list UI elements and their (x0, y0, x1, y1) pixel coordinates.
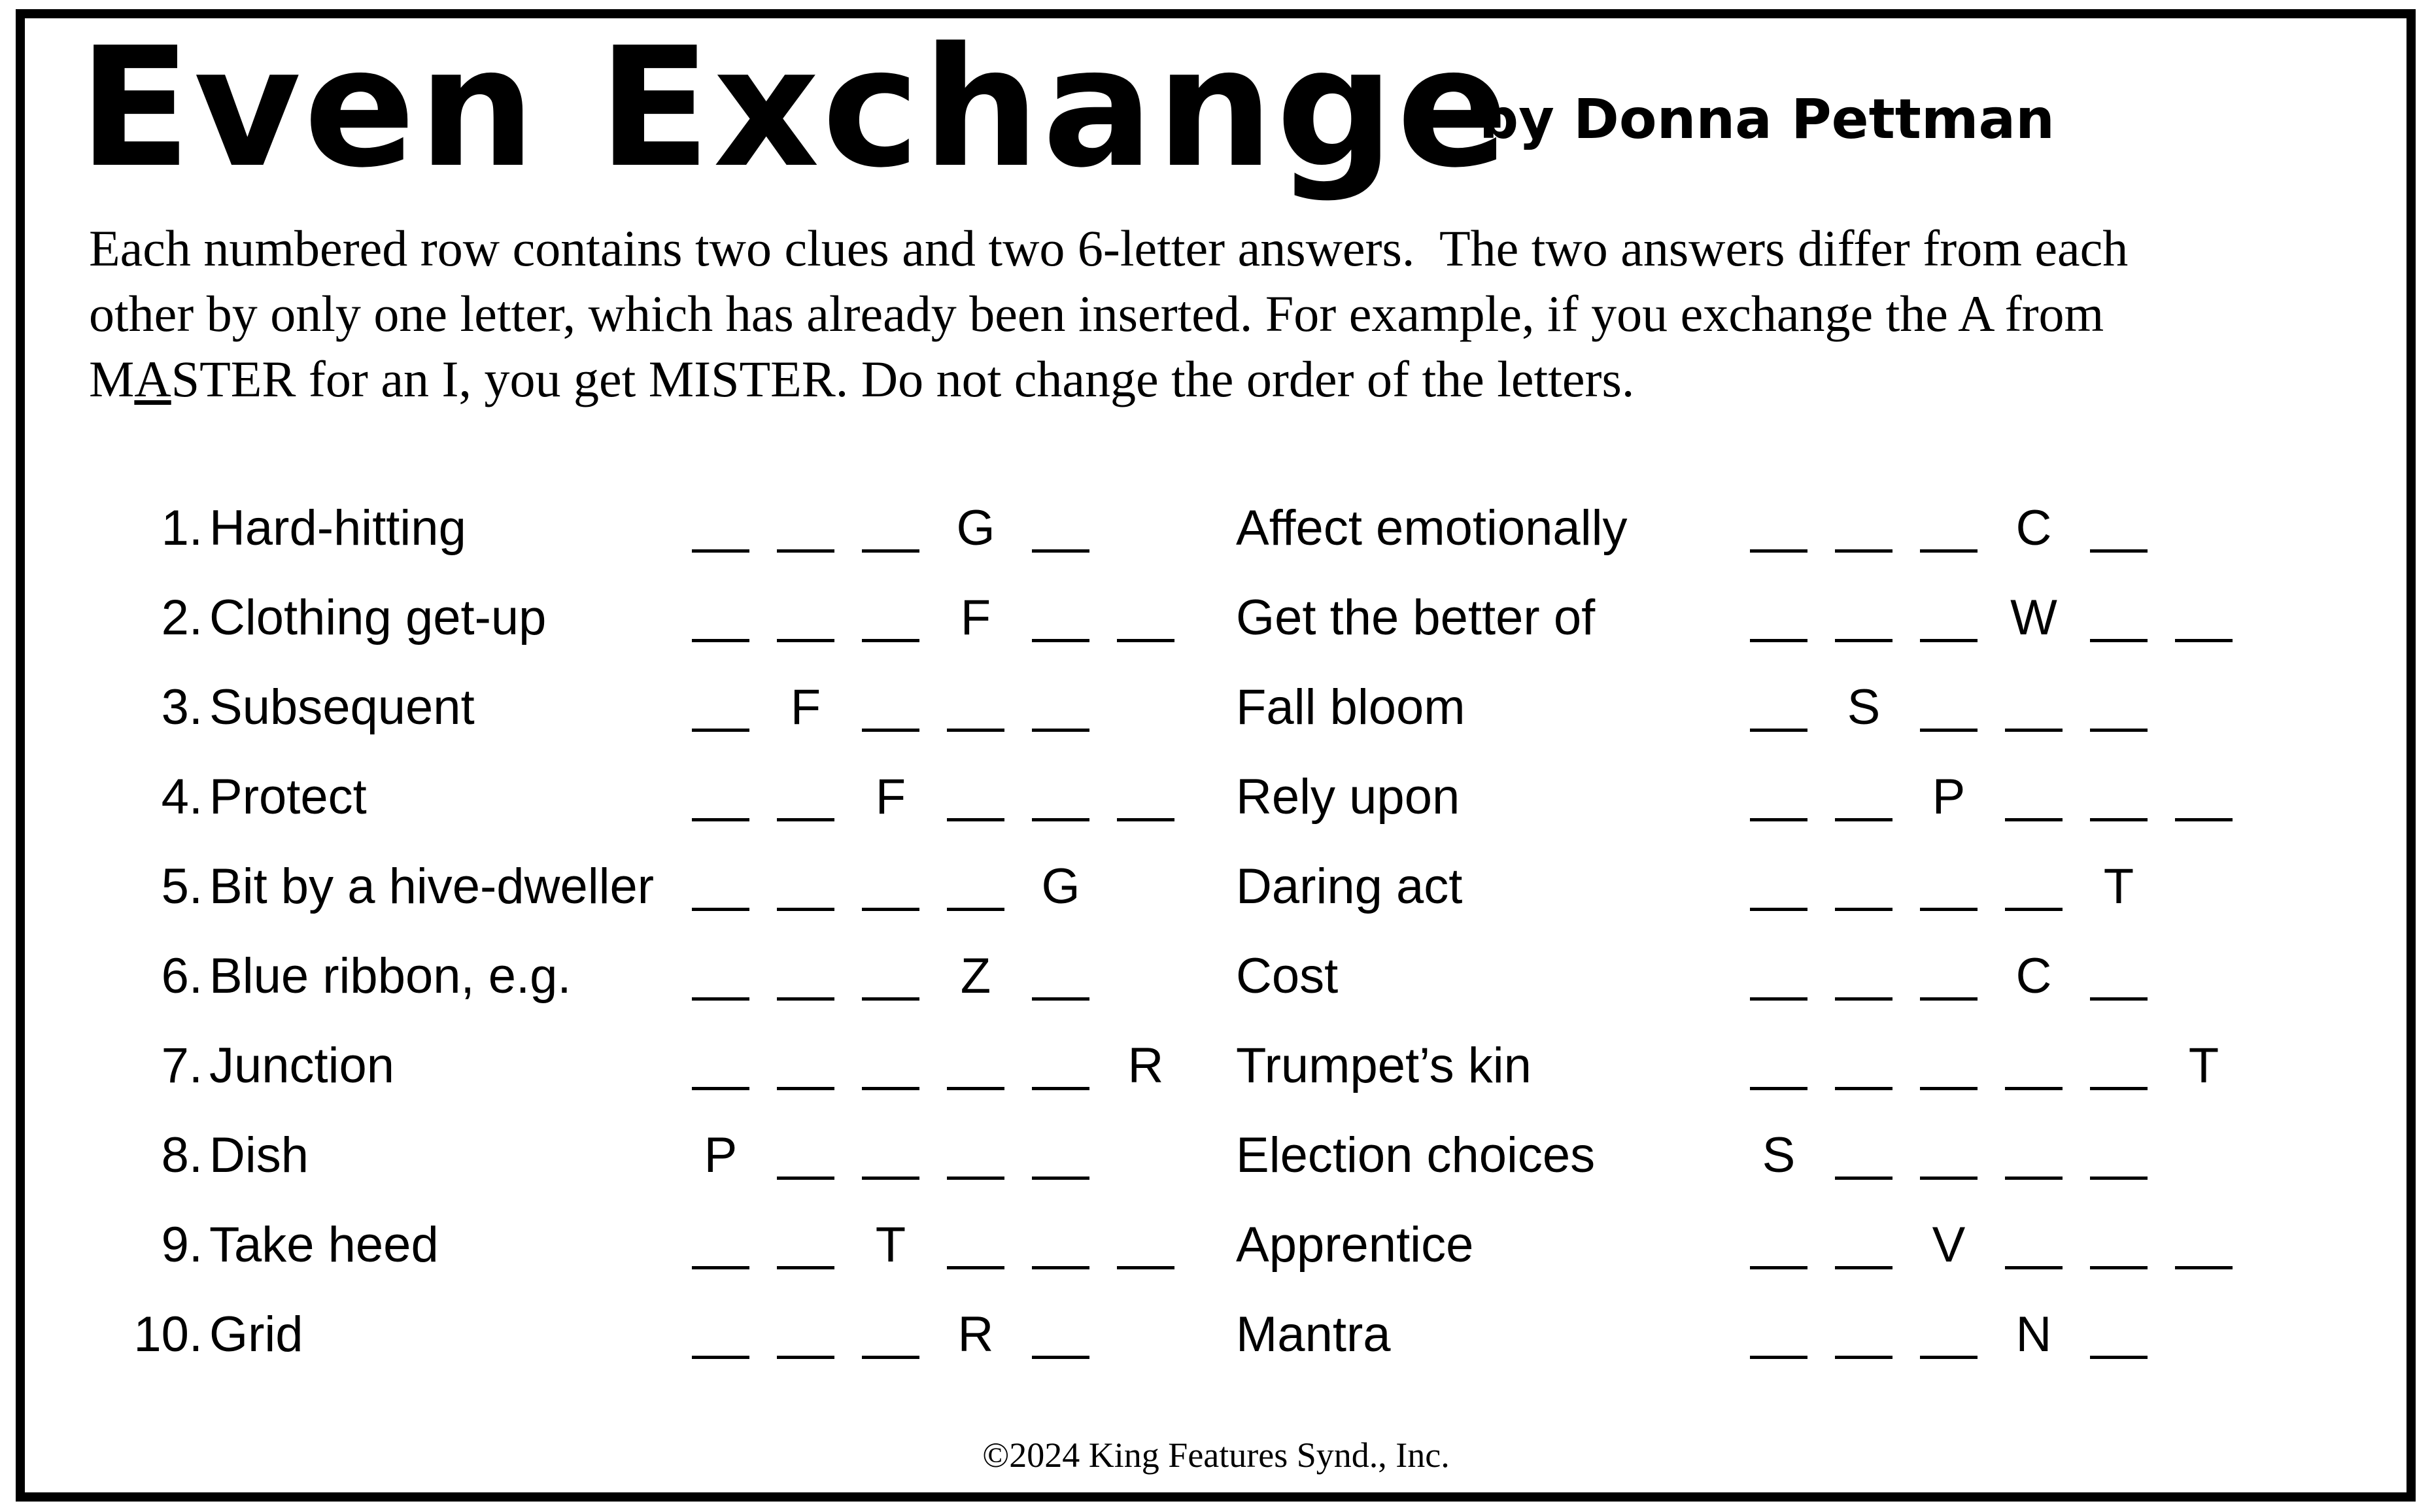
answer-blank[interactable] (1032, 549, 1089, 553)
clue-left: Bit by a hive-dweller (209, 859, 655, 914)
given-letter: S (1847, 679, 1881, 735)
clue-number: 5. (161, 859, 203, 914)
clue-number: 8. (161, 1127, 203, 1183)
answer-blank[interactable] (2175, 639, 2233, 642)
answer-blank[interactable] (1032, 997, 1089, 1001)
answer-blank[interactable] (2090, 729, 2148, 732)
answer-blank[interactable] (1032, 1177, 1089, 1180)
instructions-line-3 (89, 347, 2365, 412)
answer-blank[interactable] (692, 639, 749, 642)
answer-blank[interactable] (1117, 1266, 1174, 1269)
answer-blank[interactable] (1835, 908, 1893, 911)
clue-number: 3. (161, 679, 203, 735)
answer-blank[interactable] (947, 1087, 1004, 1090)
answer-blank[interactable] (2175, 818, 2233, 821)
answer-blank[interactable] (777, 1356, 834, 1359)
instructions-example-letter: A (134, 351, 171, 407)
given-letter: R (1127, 1038, 1164, 1093)
answer-blank[interactable] (1920, 729, 1978, 732)
answer-blank[interactable] (692, 818, 749, 821)
answer-blank[interactable] (1750, 1266, 1807, 1269)
clue-left: Hard-hitting (209, 500, 466, 556)
answer-blank[interactable] (1750, 549, 1807, 553)
answer-blank[interactable] (1920, 1177, 1978, 1180)
answer-blank[interactable] (862, 639, 919, 642)
given-letter: C (2015, 948, 2052, 1004)
answer-blank[interactable] (947, 818, 1004, 821)
answer-blank[interactable] (2005, 818, 2063, 821)
instructions-line-3-end: STER for an I, you get MISTER. Do not change the order of the letters. (171, 351, 1635, 407)
given-letter: C (2015, 500, 2052, 556)
answer-blank[interactable] (1117, 639, 1174, 642)
answer-blank[interactable] (2175, 1266, 2233, 1269)
instructions-line-2: other by only one letter, which has already been inserted. For example, if you exchange the A from (89, 285, 2104, 342)
answer-blank[interactable] (1032, 729, 1089, 732)
answer-blank[interactable] (862, 1087, 919, 1090)
answer-blank[interactable] (1750, 818, 1807, 821)
answer-blank[interactable] (777, 908, 834, 911)
given-letter: T (2188, 1038, 2219, 1093)
answer-blank[interactable] (947, 729, 1004, 732)
given-letter: N (2015, 1307, 2052, 1362)
clue-left: Blue ribbon, e.g. (209, 948, 572, 1004)
clue-left: Protect (209, 769, 367, 825)
answer-blank[interactable] (862, 1177, 919, 1180)
answer-blank[interactable] (2090, 1177, 2148, 1180)
answer-blank[interactable] (1032, 818, 1089, 821)
answer-blank[interactable] (777, 1177, 834, 1180)
given-letter: G (956, 500, 995, 556)
given-letter: G (1041, 859, 1080, 914)
given-letter: P (704, 1127, 738, 1183)
answer-blank[interactable] (777, 549, 834, 553)
copyright-notice: ©2024 King Features Synd., Inc. (982, 1435, 1450, 1475)
answer-blank[interactable] (2090, 1356, 2148, 1359)
answer-blank[interactable] (692, 1266, 749, 1269)
answer-blank[interactable] (947, 1177, 1004, 1180)
answer-blank[interactable] (2090, 639, 2148, 642)
answer-blank[interactable] (2090, 818, 2148, 821)
answer-blank[interactable] (692, 1356, 749, 1359)
answer-blank[interactable] (1920, 639, 1978, 642)
clue-number: 4. (161, 769, 203, 825)
clue-right: Mantra (1236, 1307, 1391, 1362)
given-letter: V (1932, 1217, 1966, 1273)
answer-blank[interactable] (862, 1356, 919, 1359)
given-letter: F (960, 590, 991, 645)
answer-blank[interactable] (1920, 997, 1978, 1001)
answer-blank[interactable] (2005, 908, 2063, 911)
answer-blank[interactable] (862, 729, 919, 732)
answer-blank[interactable] (1032, 1266, 1089, 1269)
clue-left: Dish (209, 1127, 309, 1183)
answer-blank[interactable] (2090, 997, 2148, 1001)
given-letter: F (790, 679, 821, 735)
clue-number: 10. (133, 1307, 203, 1362)
answer-blank[interactable] (947, 1266, 1004, 1269)
given-letter: T (2103, 859, 2134, 914)
answer-blank[interactable] (1835, 1266, 1893, 1269)
clue-number: 9. (161, 1217, 203, 1273)
clue-number: 1. (161, 500, 203, 556)
answer-blank[interactable] (1835, 639, 1893, 642)
clue-left: Subsequent (209, 679, 475, 735)
answer-blank[interactable] (2005, 729, 2063, 732)
clue-right: Get the better of (1236, 590, 1596, 645)
answer-blank[interactable] (2090, 1266, 2148, 1269)
clue-right: Fall bloom (1236, 679, 1465, 735)
puzzle-byline: by Donna Pettman (1479, 87, 2055, 151)
answer-blank[interactable] (692, 908, 749, 911)
clue-left: Take heed (209, 1217, 439, 1273)
answer-blank[interactable] (1835, 1356, 1893, 1359)
answer-blank[interactable] (777, 818, 834, 821)
clue-right: Affect emotionally (1236, 500, 1628, 556)
answer-blank[interactable] (1750, 997, 1807, 1001)
answer-blank[interactable] (862, 908, 919, 911)
answer-blank[interactable] (1920, 549, 1978, 553)
answer-blank[interactable] (1835, 1087, 1893, 1090)
answer-blank[interactable] (1032, 1087, 1089, 1090)
given-letter: F (875, 769, 906, 825)
puzzle-instructions (89, 216, 2365, 412)
clue-right: Daring act (1236, 859, 1463, 914)
answer-blank[interactable] (777, 997, 834, 1001)
instructions-line-3-start: M (89, 351, 135, 407)
answer-blank[interactable] (1920, 1356, 1978, 1359)
clue-right: Cost (1236, 948, 1339, 1004)
answer-blank[interactable] (692, 729, 749, 732)
answer-blank[interactable] (2090, 549, 2148, 553)
clue-left: Junction (209, 1038, 395, 1093)
given-letter: P (1932, 769, 1966, 825)
answer-blank[interactable] (1117, 818, 1174, 821)
answer-blank[interactable] (1750, 729, 1807, 732)
answer-blank[interactable] (1750, 1087, 1807, 1090)
clue-left: Grid (209, 1307, 303, 1362)
given-letter: S (1762, 1127, 1796, 1183)
answer-blank[interactable] (862, 997, 919, 1001)
answer-blank[interactable] (692, 549, 749, 553)
clue-right: Apprentice (1236, 1217, 1474, 1273)
instructions-line-1: Each numbered row contains two clues and two 6-letter answers. The two answers differ from each (89, 220, 2129, 277)
answer-blank[interactable] (1835, 549, 1893, 553)
answer-blank[interactable] (1032, 639, 1089, 642)
answer-blank[interactable] (1032, 1356, 1089, 1359)
answer-blank[interactable] (777, 1266, 834, 1269)
answer-blank[interactable] (862, 549, 919, 553)
given-letter: Z (960, 948, 991, 1004)
clue-number: 6. (161, 948, 203, 1004)
clue-right: Trumpet’s kin (1236, 1038, 1532, 1093)
clue-right: Election choices (1236, 1127, 1596, 1183)
answer-blank[interactable] (1750, 1356, 1807, 1359)
answer-blank[interactable] (2090, 1087, 2148, 1090)
clue-left: Clothing get-up (209, 590, 547, 645)
answer-blank[interactable] (2005, 1177, 2063, 1180)
answer-blank[interactable] (692, 997, 749, 1001)
given-letter: W (2010, 590, 2057, 645)
answer-blank[interactable] (777, 1087, 834, 1090)
answer-blank[interactable] (1835, 1177, 1893, 1180)
answer-blank[interactable] (2005, 1266, 2063, 1269)
answer-blank[interactable] (1835, 997, 1893, 1001)
answer-blank[interactable] (1920, 1087, 1978, 1090)
given-letter: T (875, 1217, 906, 1273)
clue-number: 2. (161, 590, 203, 645)
clue-number: 7. (161, 1038, 203, 1093)
given-letter: R (957, 1307, 994, 1362)
answer-blank[interactable] (1750, 908, 1807, 911)
clue-right: Rely upon (1236, 769, 1460, 825)
answer-blank[interactable] (947, 908, 1004, 911)
answer-blank[interactable] (1835, 818, 1893, 821)
answer-blank[interactable] (692, 1087, 749, 1090)
answer-blank[interactable] (777, 639, 834, 642)
answer-blank[interactable] (1750, 639, 1807, 642)
answer-blank[interactable] (1920, 908, 1978, 911)
puzzle-title: Even Exchange (78, 12, 1511, 204)
answer-blank[interactable] (2005, 1087, 2063, 1090)
